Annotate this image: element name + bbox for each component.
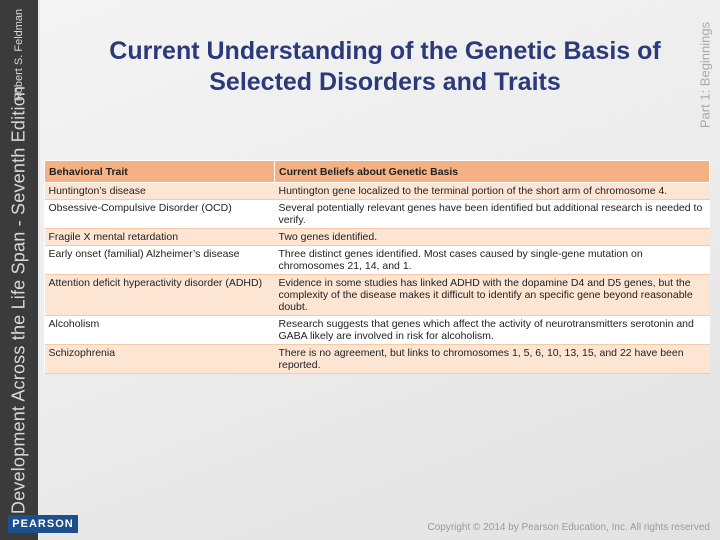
trait-cell: Alcoholism [45,316,275,345]
part-label: Part 1: Beginnings [697,21,713,129]
table-row [45,246,710,275]
trait-cell: Attention deficit hyperactivity disorder (ADHD) [45,275,275,316]
trait-cell: Obsessive-Compulsive Disorder (OCD) [45,200,275,229]
belief-cell: Two genes identified. [275,229,710,246]
table-row [45,200,710,229]
author-label: Robert S. Feldman [13,8,25,102]
trait-cell: Early onset (familial) Alzheimer’s disease [45,246,275,275]
trait-cell: Fragile X mental retardation [45,229,275,246]
belief-cell: Research suggests that genes which affect the activity of neurotransmitters serotonin and GABA likely are involved in risk for alcoholism. [275,316,710,345]
belief-cell: Three distinct genes identified. Most cases caused by single-gene mutation on chromosomes 21, 14, and 1. [275,246,710,275]
trait-cell: Schizophrenia [45,345,275,374]
slide-title: Current Understanding of the Genetic Basis of Selected Disorders and Traits [109,37,661,96]
left-sidebar [0,0,38,540]
genetics-table [44,160,710,374]
table-row [45,183,710,200]
pearson-logo: PEARSON [8,515,78,533]
belief-cell: There is no agreement, but links to chromosomes 1, 5, 6, 10, 13, 15, and 22 have been reported. [275,345,710,374]
belief-cell: Several potentially relevant genes have been identified but additional research is needed to verify. [275,200,710,229]
table-header-row [45,161,710,183]
table-row [45,345,710,374]
copyright-notice: Copyright © 2014 by Pearson Education, Inc. All rights reserved [427,522,710,533]
book-title-label: Development Across the Life Span - Seventh Edition [8,85,29,515]
header-behavioral-trait: Behavioral Trait [45,161,275,183]
table-row [45,229,710,246]
belief-cell: Huntington gene localized to the terminal portion of the short arm of chromosome 4. [275,183,710,200]
table-row [45,316,710,345]
belief-cell: Evidence in some studies has linked ADHD with the dopamine D4 and D5 genes, but the complexity of the disease makes it difficult to identify an specific gene beyond reasonable doubt. [275,275,710,316]
table-row [45,275,710,316]
trait-cell: Huntington’s disease [45,183,275,200]
header-current-beliefs: Current Beliefs about Genetic Basis [275,161,710,183]
